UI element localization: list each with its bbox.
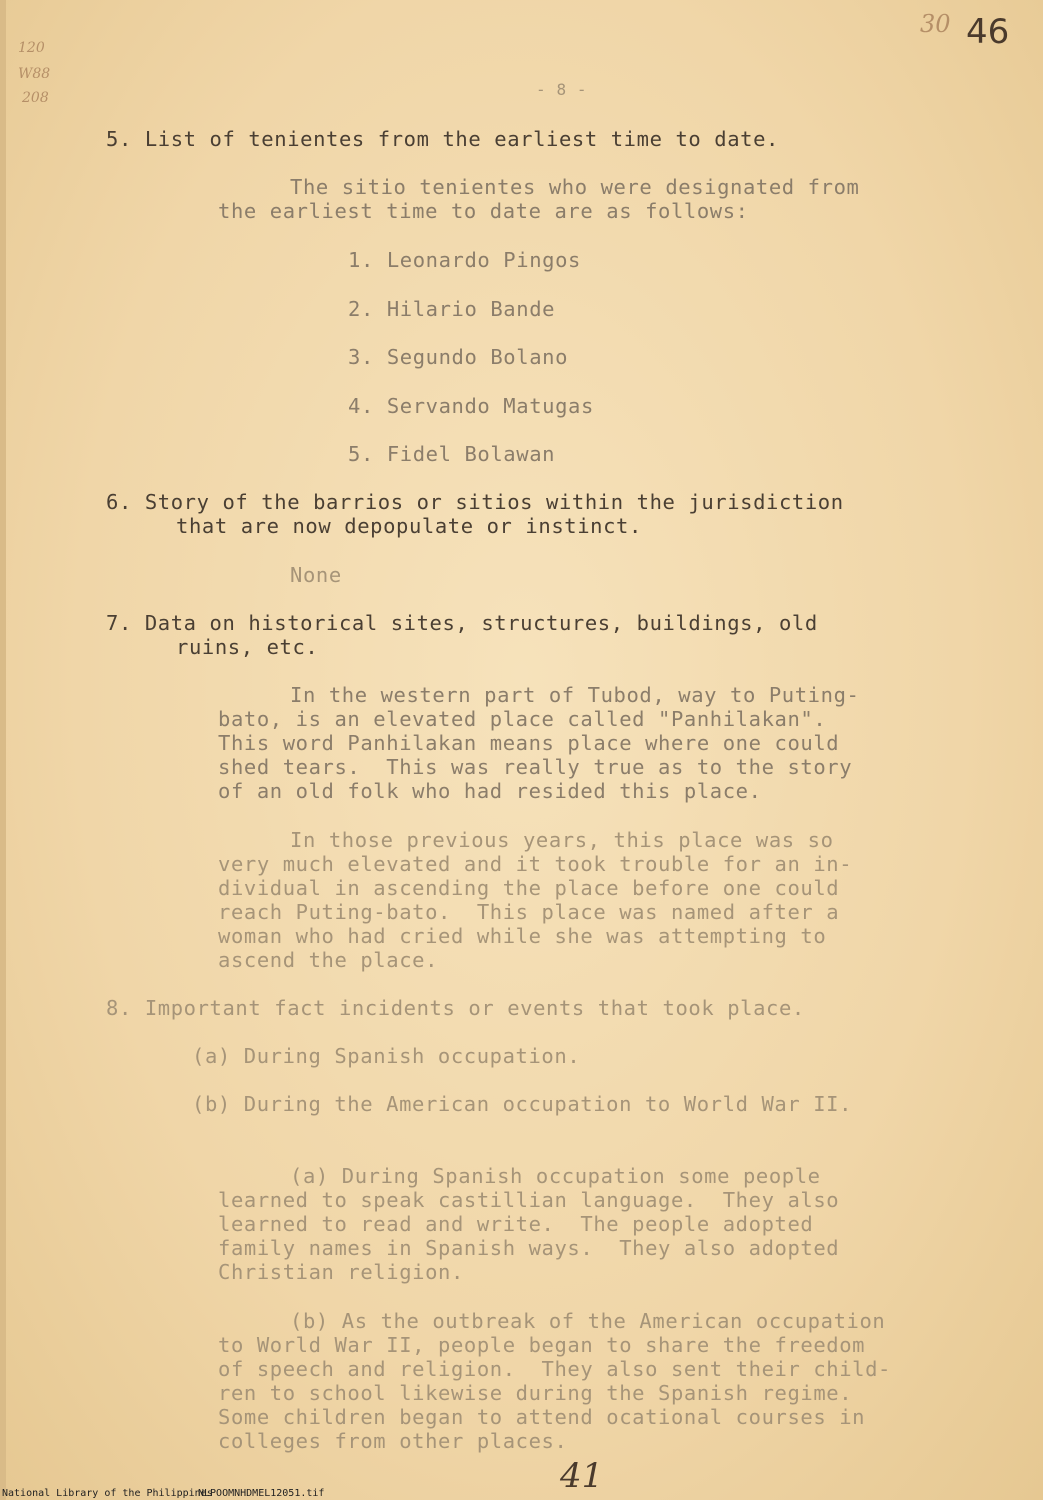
item8-para-b-line4: ren to school likewise during the Spanish regime. — [218, 1381, 853, 1405]
bottom-page-number: 41 — [560, 1456, 604, 1496]
item7-para1-line1: In the western part of Tubod, way to Puting- — [290, 683, 860, 707]
item6-answer: None — [290, 563, 342, 587]
margin-mark-3: 208 — [22, 90, 49, 106]
teniente-3: 3. Segundo Bolano — [348, 345, 569, 369]
item7-para1-line3: This word Panhilakan means place where one could — [218, 731, 840, 755]
item6-heading-line2: that are now depopulate or instinct. — [176, 514, 642, 538]
teniente-1: 1. Leonardo Pingos — [348, 248, 581, 272]
item8-para-a-line3: learned to read and write. The people adopted — [218, 1212, 814, 1236]
item5-intro-line1: The sitio tenientes who were designated from — [290, 175, 860, 199]
teniente-4: 4. Servando Matugas — [348, 394, 594, 418]
item8-para-b-line6: colleges from other places. — [218, 1429, 568, 1453]
item8-para-a-line2: learned to speak castillian language. They also — [218, 1188, 840, 1212]
teniente-2: 2. Hilario Bande — [348, 297, 556, 321]
page-edge — [0, 0, 6, 1500]
item8-b: (b) During the American occupation to World War II. — [192, 1092, 853, 1116]
item7-para2-line3: dividual in ascending the place before one could — [218, 876, 840, 900]
item7-heading-line2: ruins, etc. — [176, 635, 319, 659]
item5-intro-line2: the earliest time to date are as follows: — [218, 199, 749, 223]
item5-heading: 5. List of tenientes from the earliest time to date. — [106, 127, 779, 151]
file-caption: NLPOOMNHDMEL12051.tif — [198, 1488, 325, 1499]
item8-para-b-line5: Some children began to attend ocational courses in — [218, 1405, 866, 1429]
item7-para2-line2: very much elevated and it took trouble for an in- — [218, 852, 853, 876]
item7-para2-line5: woman who had cried while she was attempting to — [218, 924, 827, 948]
item8-a: (a) During Spanish occupation. — [192, 1044, 581, 1068]
item8-para-a-line4: family names in Spanish ways. They also adopted — [218, 1236, 840, 1260]
item8-para-a-line1: (a) During Spanish occupation some people — [290, 1164, 821, 1188]
item7-para2-line4: reach Puting-bato. This place was named after a — [218, 900, 840, 924]
corner-number-1: 30 — [920, 10, 951, 38]
item8-para-b-line3: of speech and religion. They also sent their child- — [218, 1357, 891, 1381]
item8-heading: 8. Important fact incidents or events that took place. — [106, 996, 805, 1020]
item8-para-b-line2: to World War II, people began to share the freedom — [218, 1333, 866, 1357]
margin-mark-1: 120 — [18, 40, 45, 56]
item6-heading-line1: 6. Story of the barrios or sitios within the jurisdiction — [106, 490, 844, 514]
item8-para-b-line1: (b) As the outbreak of the American occupation — [290, 1309, 886, 1333]
margin-mark-2: W88 — [18, 66, 51, 82]
item7-para1-line2: bato, is an elevated place called "Panhilakan". — [218, 707, 827, 731]
corner-number-2: 46 — [966, 12, 1010, 52]
item7-para2-line1: In those previous years, this place was so — [290, 828, 834, 852]
item8-para-a-line5: Christian religion. — [218, 1260, 464, 1284]
page-number: - 8 - — [536, 80, 588, 99]
item7-para2-line6: ascend the place. — [218, 948, 439, 972]
item7-heading-line1: 7. Data on historical sites, structures, buildings, old — [106, 611, 818, 635]
item7-para1-line4: shed tears. This was really true as to the story — [218, 755, 853, 779]
item7-para1-line5: of an old folk who had resided this place. — [218, 779, 762, 803]
library-caption: National Library of the Philippines — [2, 1488, 213, 1499]
teniente-5: 5. Fidel Bolawan — [348, 442, 556, 466]
